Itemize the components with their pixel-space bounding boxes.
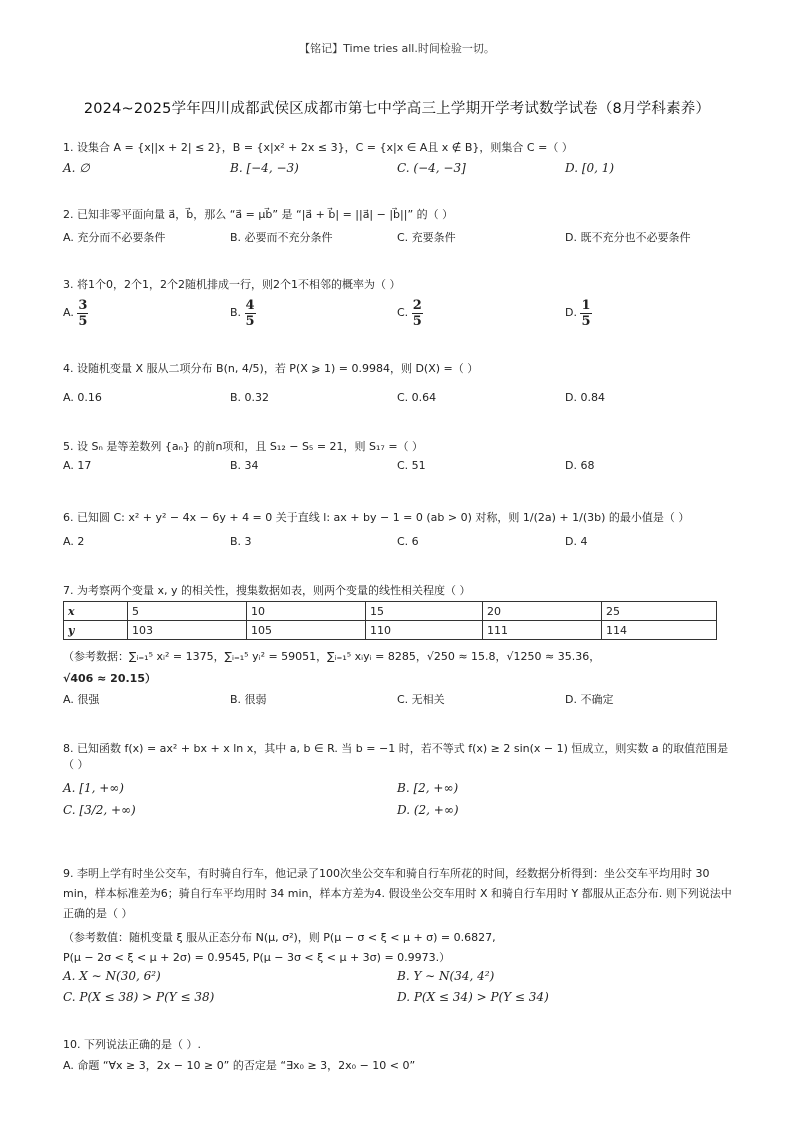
question-7-reference-line-2: √406 ≈ 20.15） (63, 672, 156, 685)
question-9-reference-line-2: P(μ − 2σ < ξ < μ + 2σ) = 0.9545, P(μ − 3σ < ξ < μ + 3σ) = 0.9973.） (63, 951, 451, 964)
page-header-motto: 【铭记】Time tries all.时间检验一切。 (299, 42, 495, 55)
table-cell: 25 (602, 602, 717, 621)
question-2-options (63, 228, 733, 248)
q5-option-d[interactable]: D. 68 (565, 459, 595, 472)
question-1-stem: 1. 设集合 A = {x||x + 2| ≤ 2}，B = {x|x² + 2x ≤ 3}，C = {x|x ∈ A且 x ∉ B}，则集合 C =（ ） (63, 141, 573, 154)
question-2-stem: 2. 已知非零平面向量 a⃗，b⃗，那么 “a⃗ = μb⃗” 是 “|a⃗ + b⃗| = ||a⃗| − |b⃗||” 的（ ） (63, 208, 454, 221)
question-6-options (63, 532, 733, 552)
q3-option-a[interactable] (63, 295, 88, 331)
question-5-stem: 5. 设 Sₙ 是等差数列 {aₙ} 的前n项和，且 S₁₂ − S₅ = 21，则 S₁₇ =（ ） (63, 440, 424, 453)
question-9-options-row-1 (63, 966, 733, 986)
question-1-options (63, 158, 733, 178)
q6-option-c[interactable]: C. 6 (397, 535, 419, 548)
q2-option-a[interactable]: A. 充分而不必要条件 (63, 231, 166, 244)
q9-option-d[interactable]: D. P(X ≤ 34) > P(Y ≤ 34) (397, 990, 549, 1004)
q5-option-b[interactable]: B. 34 (230, 459, 259, 472)
q7-option-b[interactable]: B. 很弱 (230, 693, 267, 706)
question-3-options (63, 295, 733, 331)
q8-option-c[interactable]: C. [3/2, +∞) (63, 803, 136, 817)
question-6-stem: 6. 已知圆 C: x² + y² − 4x − 6y + 4 = 0 关于直线 l: ax + by − 1 = 0 (ab > 0) 对称，则 1/(2a) + 1/(3b) 的最小值是（ ） (63, 511, 690, 524)
q3-option-c[interactable] (397, 295, 423, 331)
q8-option-d[interactable]: D. (2, +∞) (397, 803, 459, 817)
q8-option-b[interactable]: B. [2, +∞) (397, 781, 459, 795)
q4-option-a[interactable]: A. 0.16 (63, 391, 102, 404)
q9-option-a[interactable]: A. X ∼ N(30, 6²) (63, 969, 161, 983)
q3-option-c-fraction (412, 298, 423, 329)
question-9-reference-line-1: （参考数值：随机变量 ξ 服从正态分布 N(μ, σ²)，则 P(μ − σ < ξ < μ + σ) = 0.6827, (63, 931, 496, 944)
q3-a-numerator: 3 (78, 297, 88, 313)
table-cell: 15 (366, 602, 483, 621)
q3-a-denominator: 5 (78, 313, 88, 329)
table-cell: x (64, 602, 128, 621)
question-7-reference-line-1: （参考数据：∑ᵢ₌₁⁵ xᵢ² = 1375，∑ᵢ₌₁⁵ yᵢ² = 59051，∑ᵢ₌₁⁵ xᵢyᵢ = 8285，√250 ≈ 15.8，√1250 ≈ 35.36， (63, 650, 601, 663)
table-row-y (64, 621, 717, 640)
q7-option-d[interactable]: D. 不确定 (565, 693, 614, 706)
question-5-options (63, 456, 733, 476)
question-7-data-table (63, 601, 717, 640)
q3-b-numerator: 4 (245, 297, 255, 313)
question-3-stem: 3. 将1个0，2个1，2个2随机排成一行，则2个1不相邻的概率为（ ） (63, 278, 401, 291)
q5-option-a[interactable]: A. 17 (63, 459, 92, 472)
q3-b-denominator: 5 (245, 313, 255, 329)
question-10-options (63, 1056, 733, 1076)
q3-c-numerator: 2 (412, 297, 422, 313)
question-7-options (63, 690, 733, 710)
table-cell: 105 (247, 621, 366, 640)
q3-option-a-letter: A. (63, 306, 74, 319)
q1-option-c[interactable]: C. (−4, −3] (397, 161, 466, 175)
table-cell: 114 (602, 621, 717, 640)
q8-option-a[interactable]: A. [1, +∞) (63, 781, 124, 795)
question-10-stem: 10. 下列说法正确的是（ ）. (63, 1038, 201, 1051)
q3-option-d[interactable] (565, 295, 592, 331)
q4-option-d[interactable]: D. 0.84 (565, 391, 605, 404)
question-4-options (63, 388, 733, 408)
q3-option-c-letter: C. (397, 306, 409, 319)
q7-option-c[interactable]: C. 无相关 (397, 693, 445, 706)
question-7-stem: 7. 为考察两个变量 x, y 的相关性，搜集数据如表，则两个变量的线性相关程度（ ） (63, 584, 471, 597)
q4-option-b[interactable]: B. 0.32 (230, 391, 270, 404)
q4-option-c[interactable]: C. 0.64 (397, 391, 437, 404)
table-row-x (64, 602, 717, 621)
exam-title: 2024~2025学年四川成都武侯区成都市第七中学高三上学期开学考试数学试卷（8月学科素养） (83, 101, 711, 117)
question-8-options-row-1 (63, 778, 733, 798)
q6-option-a[interactable]: A. 2 (63, 535, 85, 548)
q3-option-a-fraction (77, 298, 88, 329)
q3-option-b-letter: B. (230, 306, 242, 319)
q2-option-d[interactable]: D. 既不充分也不必要条件 (565, 231, 691, 244)
q5-option-c[interactable]: C. 51 (397, 459, 426, 472)
table-cell: 10 (247, 602, 366, 621)
table-cell: 103 (128, 621, 247, 640)
question-9-options-row-2 (63, 987, 733, 1007)
table-cell: 5 (128, 602, 247, 621)
q10-option-a[interactable]: A. 命题 “∀x ≥ 3，2x − 10 ≥ 0” 的否定是 “∃x₀ ≥ 3，2x₀ − 10 < 0” (63, 1059, 416, 1072)
q3-d-numerator: 1 (581, 297, 591, 313)
question-8-stem: 8. 已知函数 f(x) = ax² + bx + x ln x，其中 a, b ∈ R. 当 b = −1 时，若不等式 f(x) ≥ 2 sin(x − 1) 恒成立，则实数 a 的取值范围是（ ） (63, 742, 729, 771)
q1-option-b[interactable]: B. [−4, −3) (230, 161, 299, 175)
q3-option-b[interactable] (230, 295, 256, 331)
q3-option-d-letter: D. (565, 306, 577, 319)
q3-d-denominator: 5 (581, 313, 591, 329)
question-4-stem: 4. 设随机变量 X 服从二项分布 B(n, 4/5)，若 P(X ⩾ 1) = 0.9984，则 D(X) =（ ） (63, 362, 479, 375)
q6-option-d[interactable]: D. 4 (565, 535, 588, 548)
table-cell: 20 (483, 602, 602, 621)
q2-option-b[interactable]: B. 必要而不充分条件 (230, 231, 333, 244)
table-cell: 110 (366, 621, 483, 640)
q3-option-d-fraction (580, 298, 591, 329)
table-cell: 111 (483, 621, 602, 640)
q3-option-b-fraction (245, 298, 256, 329)
question-9-stem: 9. 李明上学有时坐公交车，有时骑自行车，他记录了100次坐公交车和骑自行车所花的时间，经数据分析得到：坐公交车平均用时 30 min，样本标准差为6；骑自行车平均用时 34 min，样本方差为4. 假设坐公交车用时 X 和骑自行车用时 Y 都服从正态分布. 则下列说法中正确的是（ ） (63, 867, 732, 920)
q6-option-b[interactable]: B. 3 (230, 535, 252, 548)
q9-option-c[interactable]: C. P(X ≤ 38) > P(Y ≤ 38) (63, 990, 215, 1004)
q2-option-c[interactable]: C. 充要条件 (397, 231, 456, 244)
question-8-options-row-2 (63, 800, 733, 820)
q3-c-denominator: 5 (412, 313, 422, 329)
q7-option-a[interactable]: A. 很强 (63, 693, 100, 706)
q1-option-d[interactable]: D. [0, 1) (565, 161, 615, 175)
q1-option-a[interactable]: A. ∅ (63, 161, 90, 175)
table-cell: y (64, 621, 128, 640)
q9-option-b[interactable]: B. Y ∼ N(34, 4²) (397, 969, 495, 983)
